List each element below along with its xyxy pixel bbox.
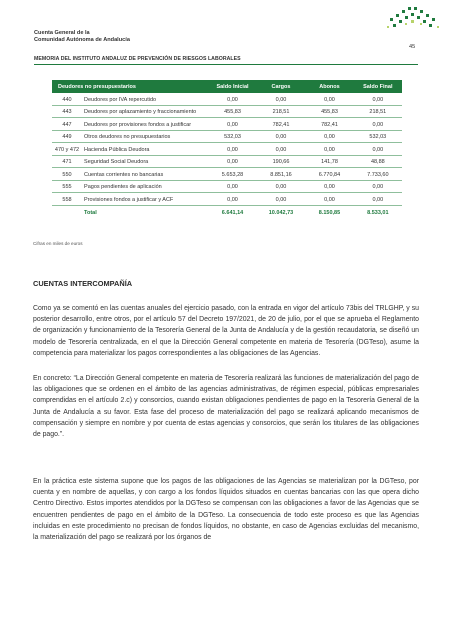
table-total-row	[52, 205, 402, 218]
section-title: CUENTAS INTERCOMPAÑÍA	[33, 279, 133, 288]
paragraph-2: En concreto: “La Dirección General competente en materia de Tesorería realizará las funciones de materialización del pago de las obligaciones que se ordenen en el ámbito de las agencias administrativas, de régimen especial, públicas empresariales comprendidas en el artículo 2.c) y consorcios, cuando existan obligaciones pendientes de pago en la Tesorería General de la Junta de Andalucía a su favor. Esta fase del proceso de materialización del pago se realizará aplicando mecanismos de compensación y siempre en nombre y por cuenta de estas agencias y consorcios, que serán los titulares de las obligaciones de pago.”.	[33, 375, 419, 439]
header-org-line1: Cuenta General de la	[34, 30, 90, 36]
row-saldo-inicial: 0,00	[208, 93, 256, 105]
table-row	[52, 168, 402, 181]
row-abonos: 6.770,84	[305, 168, 353, 181]
total-abonos: 8.150,85	[318, 209, 341, 216]
table-row	[52, 155, 402, 168]
row-abonos: 0,00	[305, 93, 353, 105]
total-saldo-inicial: 6.641,14	[221, 209, 244, 216]
total-spacer	[52, 205, 82, 218]
row-code: 471	[52, 155, 82, 168]
row-cargos: 0,00	[257, 193, 306, 206]
row-cargos: 0,00	[257, 93, 306, 105]
row-saldo-final: 0,00	[354, 143, 402, 156]
row-description: Cuentas corrientes no bancarias	[82, 168, 208, 181]
row-saldo-final: 0,00	[354, 180, 402, 193]
row-saldo-inicial: 455,83	[208, 105, 256, 118]
row-description: Deudores por aplazamiento y fraccionamiento	[82, 105, 208, 118]
table-row	[52, 93, 402, 105]
row-cargos: 0,00	[257, 143, 306, 156]
row-abonos: 0,00	[305, 130, 353, 143]
row-code: 555	[52, 180, 82, 193]
row-code: 440	[52, 93, 82, 105]
header-saldo-final: Saldo Final	[354, 80, 402, 93]
row-saldo-final: 0,00	[354, 118, 402, 131]
row-abonos: 141,78	[305, 155, 353, 168]
header-description: Deudores no presupuestarios	[52, 80, 208, 93]
table-row	[52, 130, 402, 143]
header-memo-title: MEMORIA DEL INSTITUTO ANDALUZ DE PREVENCIÓN DE RIESGOS LABORALES	[34, 56, 241, 62]
row-code: 558	[52, 193, 82, 206]
row-code: 447	[52, 118, 82, 131]
junta-andalucia-logo	[384, 4, 444, 32]
row-saldo-inicial: 0,00	[208, 155, 256, 168]
row-saldo-final: 532,03	[354, 130, 402, 143]
row-saldo-inicial: 5.653,28	[208, 168, 256, 181]
row-code: 470 y 472	[52, 143, 82, 156]
table-row	[52, 105, 402, 118]
row-description: Seguridad Social Deudora	[82, 155, 208, 168]
row-cargos: 782,41	[257, 118, 306, 131]
row-saldo-final: 218,51	[354, 105, 402, 118]
row-saldo-final: 7.733,60	[354, 168, 402, 181]
row-code: 443	[52, 105, 82, 118]
table-row	[52, 143, 402, 156]
paragraph-1: Como ya se comentó en las cuentas anuales del ejercicio pasado, con la entrada en vigor del artículo 73bis del TRLGHP, y su posterior desarrollo, entre otros, por el artículo 57 del Decreto 197/2021, de 20 de julio, por el que se aprueba el Reglamento de organización y funcionamiento de la Tesorería General de la Junta de Andalucía y de la gestión recaudatoria, se diseñó un modelo de Tesorería centralizada, en el que la Dirección General competente en materia de Tesorería (DGTeso), asume la competencia para materializar los pagos correspondientes a las obligaciones de las Agencias.	[33, 305, 419, 357]
total-label: Total	[84, 209, 97, 216]
row-saldo-final: 48,88	[354, 155, 402, 168]
row-abonos: 0,00	[305, 180, 353, 193]
row-abonos: 0,00	[305, 143, 353, 156]
row-code: 550	[52, 168, 82, 181]
table-row	[52, 193, 402, 206]
row-cargos: 0,00	[257, 130, 306, 143]
deudores-table	[52, 80, 402, 218]
row-saldo-inicial: 532,03	[208, 130, 256, 143]
paragraph-3: En la práctica este sistema supone que los pagos de las obligaciones de las Agencias se materializan por la DGTeso, por cuenta y en nombre de aquellas, y con cargo a los fondos líquidos situados en cuentas bancarias con las que opera dicho Centro Directivo. Estos importes atendidos por la DGTeso se compensan con las obligaciones a favor de las Agencias que se encuentren pendientes de pago en el ámbito de la DGTeso. La consecuencia de todo este proceso es que las Agencias incluidas en este procedimiento no precisan de fondos líquidos, no obstante, en caso de Agencias excluidas del mecanismo, la materialización del pago se realizará por los órganos de	[33, 478, 419, 542]
row-abonos: 782,41	[305, 118, 353, 131]
total-saldo-final: 8.533,01	[367, 209, 389, 216]
row-description: Deudores por provisiones fondos a justificar	[82, 118, 208, 131]
table-row	[52, 180, 402, 193]
row-abonos: 455,83	[305, 105, 353, 118]
row-saldo-inicial: 0,00	[208, 118, 256, 131]
row-saldo-inicial: 0,00	[208, 180, 256, 193]
row-cargos: 0,00	[257, 180, 306, 193]
row-saldo-final: 0,00	[354, 193, 402, 206]
row-description: Otros deudores no presupuestarios	[82, 130, 208, 143]
row-description: Deudores por IVA repercutido	[82, 93, 208, 105]
table-row	[52, 118, 402, 131]
row-cargos: 218,51	[257, 105, 306, 118]
header-abonos: Abonos	[305, 80, 353, 93]
row-saldo-inicial: 0,00	[208, 143, 256, 156]
row-cargos: 190,66	[257, 155, 306, 168]
page-number: 45	[409, 44, 416, 50]
row-description: Hacienda Pública Deudora	[82, 143, 208, 156]
row-description: Provisiones fondos a justificar y ACF	[82, 193, 208, 206]
header-org-line2: Comunidad Autónoma de Andalucía	[34, 37, 130, 43]
table-note: Cifras en miles de euros	[33, 241, 83, 246]
row-description: Pagos pendientes de aplicación	[82, 180, 208, 193]
header-saldo-inicial: Saldo Inicial	[208, 80, 256, 93]
row-saldo-final: 0,00	[354, 93, 402, 105]
row-abonos: 0,00	[305, 193, 353, 206]
row-cargos: 8.851,16	[257, 168, 306, 181]
total-cargos: 10.042,73	[268, 209, 294, 216]
header-divider	[34, 64, 418, 65]
header-cargos: Cargos	[257, 80, 306, 93]
row-saldo-inicial: 0,00	[208, 193, 256, 206]
table-header-row	[52, 80, 402, 93]
row-code: 449	[52, 130, 82, 143]
